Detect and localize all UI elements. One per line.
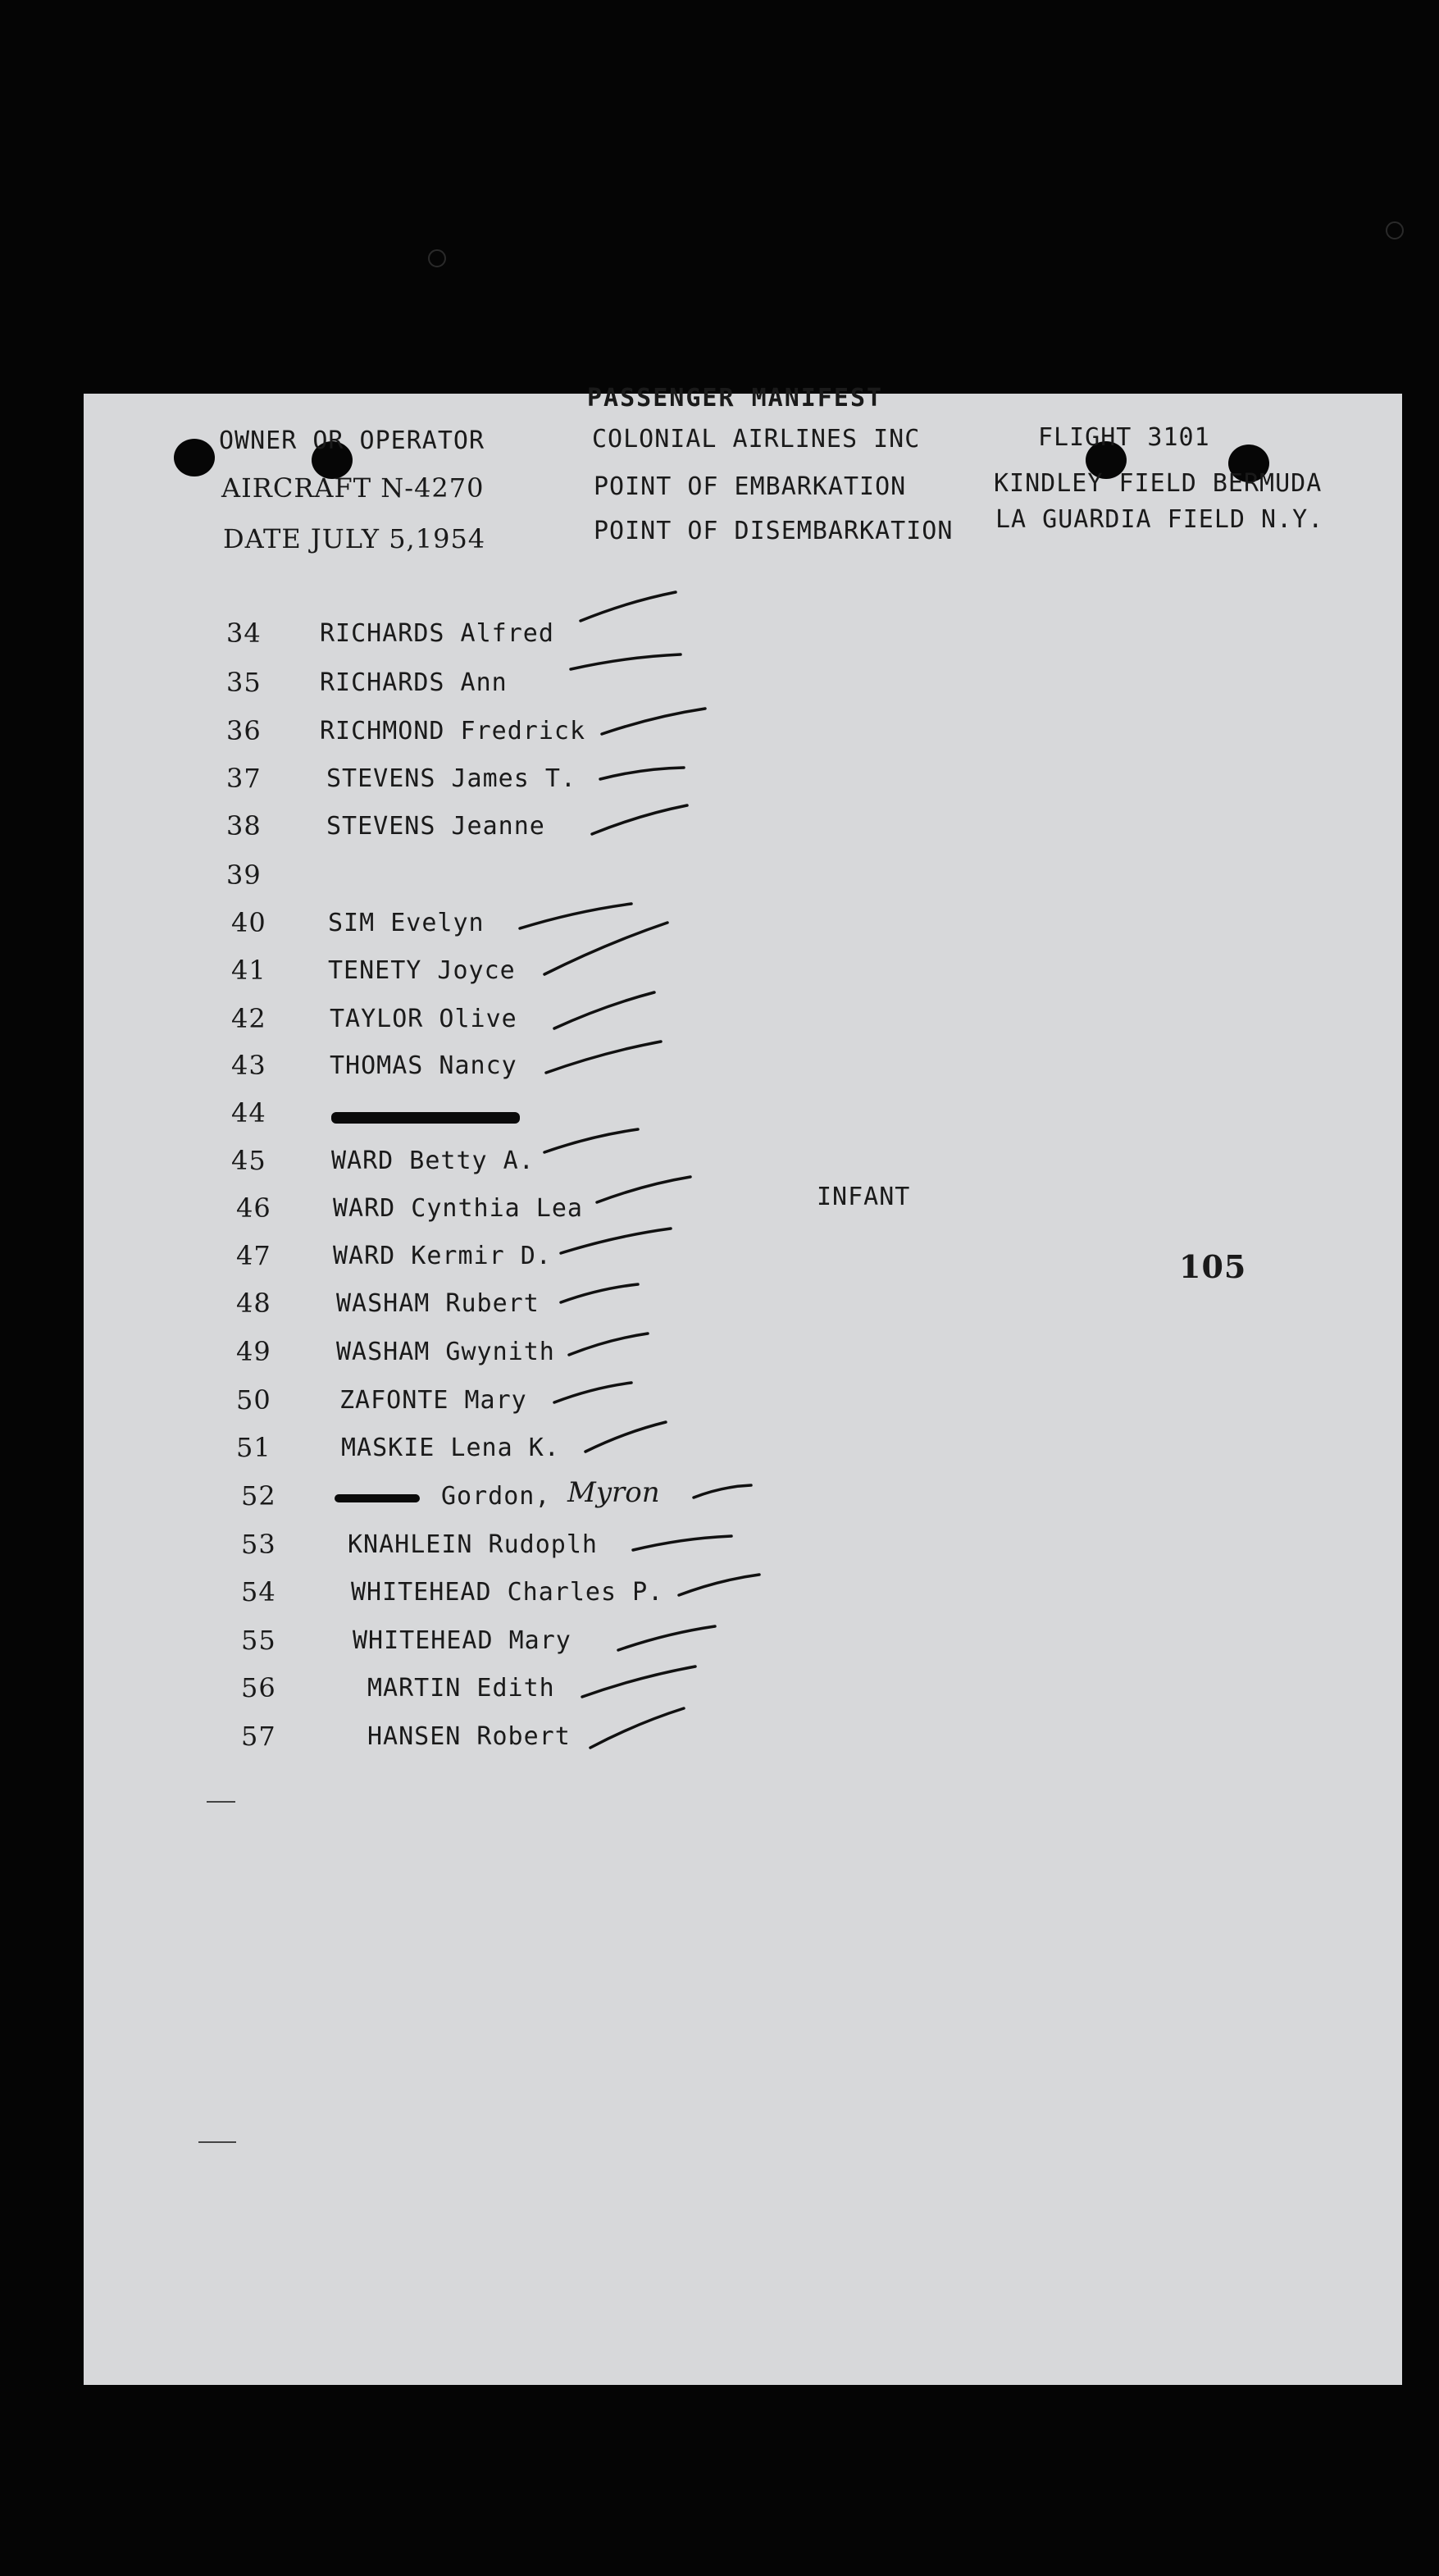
- check-tick: [561, 1284, 638, 1302]
- passenger-name: Gordon,: [441, 1482, 551, 1511]
- check-tick: [694, 1485, 751, 1498]
- check-tick: [569, 1334, 648, 1355]
- passenger-name: THOMAS Nancy: [330, 1051, 517, 1080]
- page-number: 105: [1179, 1248, 1247, 1285]
- check-tick: [582, 1666, 695, 1697]
- embark-label: POINT OF EMBARKATION: [594, 472, 907, 501]
- passenger-number: 40: [231, 907, 266, 938]
- passenger-number: 38: [226, 810, 262, 841]
- passenger-name: WARD Kermir D.: [333, 1242, 552, 1270]
- check-marks: [84, 394, 1402, 2385]
- passenger-number: 56: [241, 1672, 276, 1703]
- passenger-name: WARD Betty A.: [331, 1147, 535, 1175]
- check-tick: [590, 1708, 684, 1748]
- passenger-number: 54: [241, 1576, 276, 1607]
- check-tick: [618, 1626, 715, 1650]
- infant-note: INFANT: [817, 1183, 911, 1211]
- passenger-name: RICHARDS Alfred: [320, 619, 554, 648]
- passenger-name: KNAHLEIN Rudoplh: [348, 1530, 598, 1559]
- check-tick: [633, 1536, 731, 1550]
- passenger-name: WASHAM Rubert: [336, 1289, 540, 1318]
- passenger-name: WHITEHEAD Mary: [353, 1626, 572, 1655]
- check-tick: [679, 1575, 759, 1595]
- passenger-number: 39: [226, 859, 262, 891]
- passenger-number: 53: [241, 1529, 276, 1560]
- check-tick: [546, 1042, 661, 1073]
- passenger-number: 34: [226, 618, 262, 649]
- manifest-page: [84, 384, 1402, 2385]
- check-tick: [544, 923, 667, 974]
- owner-value: COLONIAL AIRLINES INC: [592, 425, 921, 454]
- passenger-number: 41: [231, 955, 266, 986]
- passenger-name: WASHAM Gwynith: [336, 1338, 555, 1366]
- passenger-name: ZAFONTE Mary: [339, 1386, 527, 1415]
- passenger-name: STEVENS James T.: [326, 764, 576, 793]
- passenger-number: 45: [231, 1145, 266, 1176]
- aircraft-number: AIRCRAFT N-4270: [221, 472, 485, 504]
- check-tick: [581, 592, 676, 621]
- passenger-name: MARTIN Edith: [367, 1674, 555, 1703]
- check-tick: [585, 1422, 666, 1452]
- check-tick: [600, 768, 684, 779]
- passenger-name: STEVENS Jeanne: [326, 812, 545, 841]
- owner-label: OWNER OR OPERATOR: [219, 426, 485, 455]
- passenger-number: 52: [241, 1480, 276, 1511]
- embark-value: KINDLEY FIELD BERMUDA: [994, 469, 1323, 498]
- handwritten-myron: Myron: [567, 1476, 660, 1509]
- passenger-number: 49: [236, 1336, 271, 1367]
- passenger-name: HANSEN Robert: [367, 1722, 571, 1751]
- check-tick: [554, 992, 654, 1028]
- passenger-name: TENETY Joyce: [328, 956, 516, 985]
- passenger-number: 48: [236, 1288, 271, 1319]
- passenger-number: 47: [236, 1240, 271, 1271]
- disembark-value: LA GUARDIA FIELD N.Y.: [995, 505, 1324, 534]
- check-tick: [544, 1129, 638, 1152]
- check-tick: [561, 1229, 671, 1253]
- check-tick: [520, 904, 631, 928]
- dust-spot: [428, 249, 446, 267]
- passenger-name: MASKIE Lena K.: [341, 1434, 560, 1462]
- passenger-name: RICHARDS Ann: [320, 668, 508, 697]
- passenger-number: 44: [231, 1097, 266, 1128]
- passenger-number: 57: [241, 1721, 276, 1752]
- check-tick: [592, 805, 687, 834]
- check-tick: [571, 654, 681, 669]
- check-tick: [602, 709, 705, 734]
- passenger-number: 46: [236, 1192, 271, 1224]
- check-tick: [554, 1383, 631, 1402]
- manifest-title: PASSENGER MANIFEST: [587, 384, 884, 413]
- passenger-name: RICHMOND Fredrick: [320, 717, 586, 745]
- dust-spot: [1386, 221, 1404, 239]
- passenger-number: 42: [231, 1003, 266, 1034]
- passenger-name: SIM Evelyn: [328, 909, 485, 937]
- passenger-number: 36: [226, 715, 262, 746]
- flight-number: FLIGHT 3101: [1038, 423, 1210, 452]
- passenger-name: WHITEHEAD Charles P.: [351, 1578, 664, 1607]
- passenger-number: 51: [236, 1432, 271, 1463]
- passenger-number: 37: [226, 763, 262, 794]
- passenger-name: WARD Cynthia Lea: [333, 1194, 583, 1223]
- passenger-name: TAYLOR Olive: [330, 1005, 517, 1033]
- passenger-number: 55: [241, 1625, 276, 1656]
- check-tick: [597, 1177, 690, 1202]
- passenger-number: 50: [236, 1384, 271, 1416]
- disembark-label: POINT OF DISEMBARKATION: [594, 517, 954, 545]
- flight-date: DATE JULY 5,1954: [223, 523, 486, 554]
- passenger-number: 35: [226, 667, 262, 698]
- passenger-number: 43: [231, 1050, 266, 1081]
